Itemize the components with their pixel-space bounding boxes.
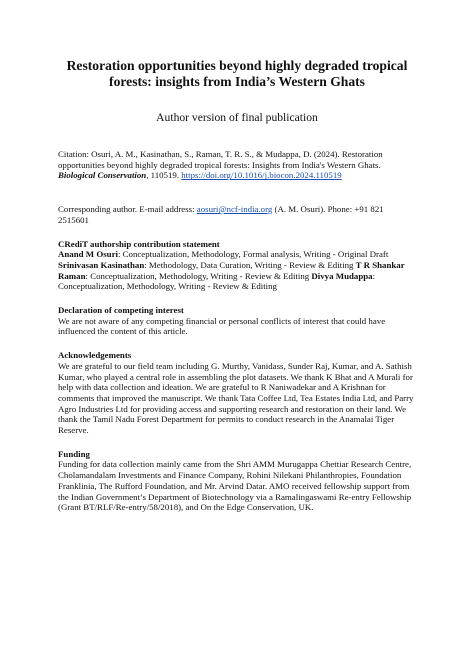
paper-title xyxy=(58,58,416,89)
credit-body xyxy=(58,249,416,292)
funding-heading: Funding xyxy=(58,448,90,459)
doi-link[interactable]: https://doi.org/10.1016/j.biocon.2024.110519 xyxy=(181,170,342,181)
author-roles: : Conceptualization, Methodology, Writing - Review & Editing xyxy=(58,270,376,292)
author-name: T R Shankar Raman xyxy=(58,259,405,281)
acknowledgements-heading: Acknowledgements xyxy=(58,350,132,361)
citation-journal: Biological Conservation xyxy=(58,170,147,181)
author-roles: : Conceptualization, Methodology, Formal analysis, Writing - Original Draft xyxy=(117,249,389,260)
document-page xyxy=(58,58,416,513)
author-name: Anand M Osuri xyxy=(58,249,118,260)
author-name: Srinivasan Kasinathan xyxy=(58,259,145,270)
citation-pages: , 110519. xyxy=(146,170,182,181)
corresponding-label: Corresponding author. E-mail address: xyxy=(58,204,197,215)
paper-title-line-2: forests: insights from India’s Western Ghats xyxy=(109,73,365,89)
competing-interest-heading: Declaration of competing interest xyxy=(58,305,184,316)
credit-heading: CRediT authorship contribution statement xyxy=(58,238,220,249)
corresponding-author-block xyxy=(58,204,416,225)
version-subtitle: Author version of final publication xyxy=(156,111,318,124)
author-roles: : Conceptualization, Methodology, Writing - Review & Editing xyxy=(85,270,312,281)
credit-section xyxy=(58,239,416,293)
citation-text: Citation: Osuri, A. M., Kasinathan, S., Raman, T. R. S., & Mudappa, D. (2024). Restoration opportunities beyond highly degraded tropical forests: Insights from India's Western Ghats. xyxy=(58,149,383,170)
author-roles: : Methodology, Data Curation, Writing - Review & Editing xyxy=(144,259,356,270)
competing-interest-section xyxy=(58,305,416,337)
competing-interest-body: We are not aware of any competing financial or personal conflicts of interest that could have influenced the content of this article. xyxy=(58,315,386,337)
corresponding-details: (A. M. Osuri). Phone: +91 821 2515601 xyxy=(58,204,384,225)
acknowledgements-body: We are grateful to our field team including G. Murthy, Vanidass, Sunder Raj, Kumar, and A. Sathish Kumar, who played a central role in assembling the plot datasets. We thank K Bhat and A Murali for help with data collection and ideation. We are grateful to R Naniwadekar and A Krishnan for comments that improved the manuscript. We thank Tata Coffee Ltd, Tea Estates India Ltd, and Parry Agro Industries Ltd for providing access and supporting research and restoration on their land. We thank the Tamil Nadu Forest Department for permits to conduct research in the Anamalai Tiger Reserve. xyxy=(58,360,414,436)
paper-title-line-1: Restoration opportunities beyond highly degraded tropical xyxy=(66,58,408,73)
funding-body: Funding for data collection mainly came from the Shri AMM Murugappa Chettiar Research Centre, Cholamandalam Investments and Finance Company, Rohini Nilekani Philanthropies, Foundation Franklinia, The Rufford Foundation, and Mr. Arvind Datar. AMO received fellowship support from the Indian Government’s Department of Biotechnology via a Ramalingaswami Re-entry Fellowship (Grant BT/RLF/Re-entry/58/2018), and On the Edge Conservation, UK. xyxy=(58,459,412,513)
author-name: Divya Mudappa xyxy=(311,270,373,281)
acknowledgements-section xyxy=(58,350,416,436)
funding-section xyxy=(58,449,416,513)
email-link[interactable]: aosuri@ncf-india.org xyxy=(196,204,273,215)
citation-block xyxy=(58,149,416,181)
